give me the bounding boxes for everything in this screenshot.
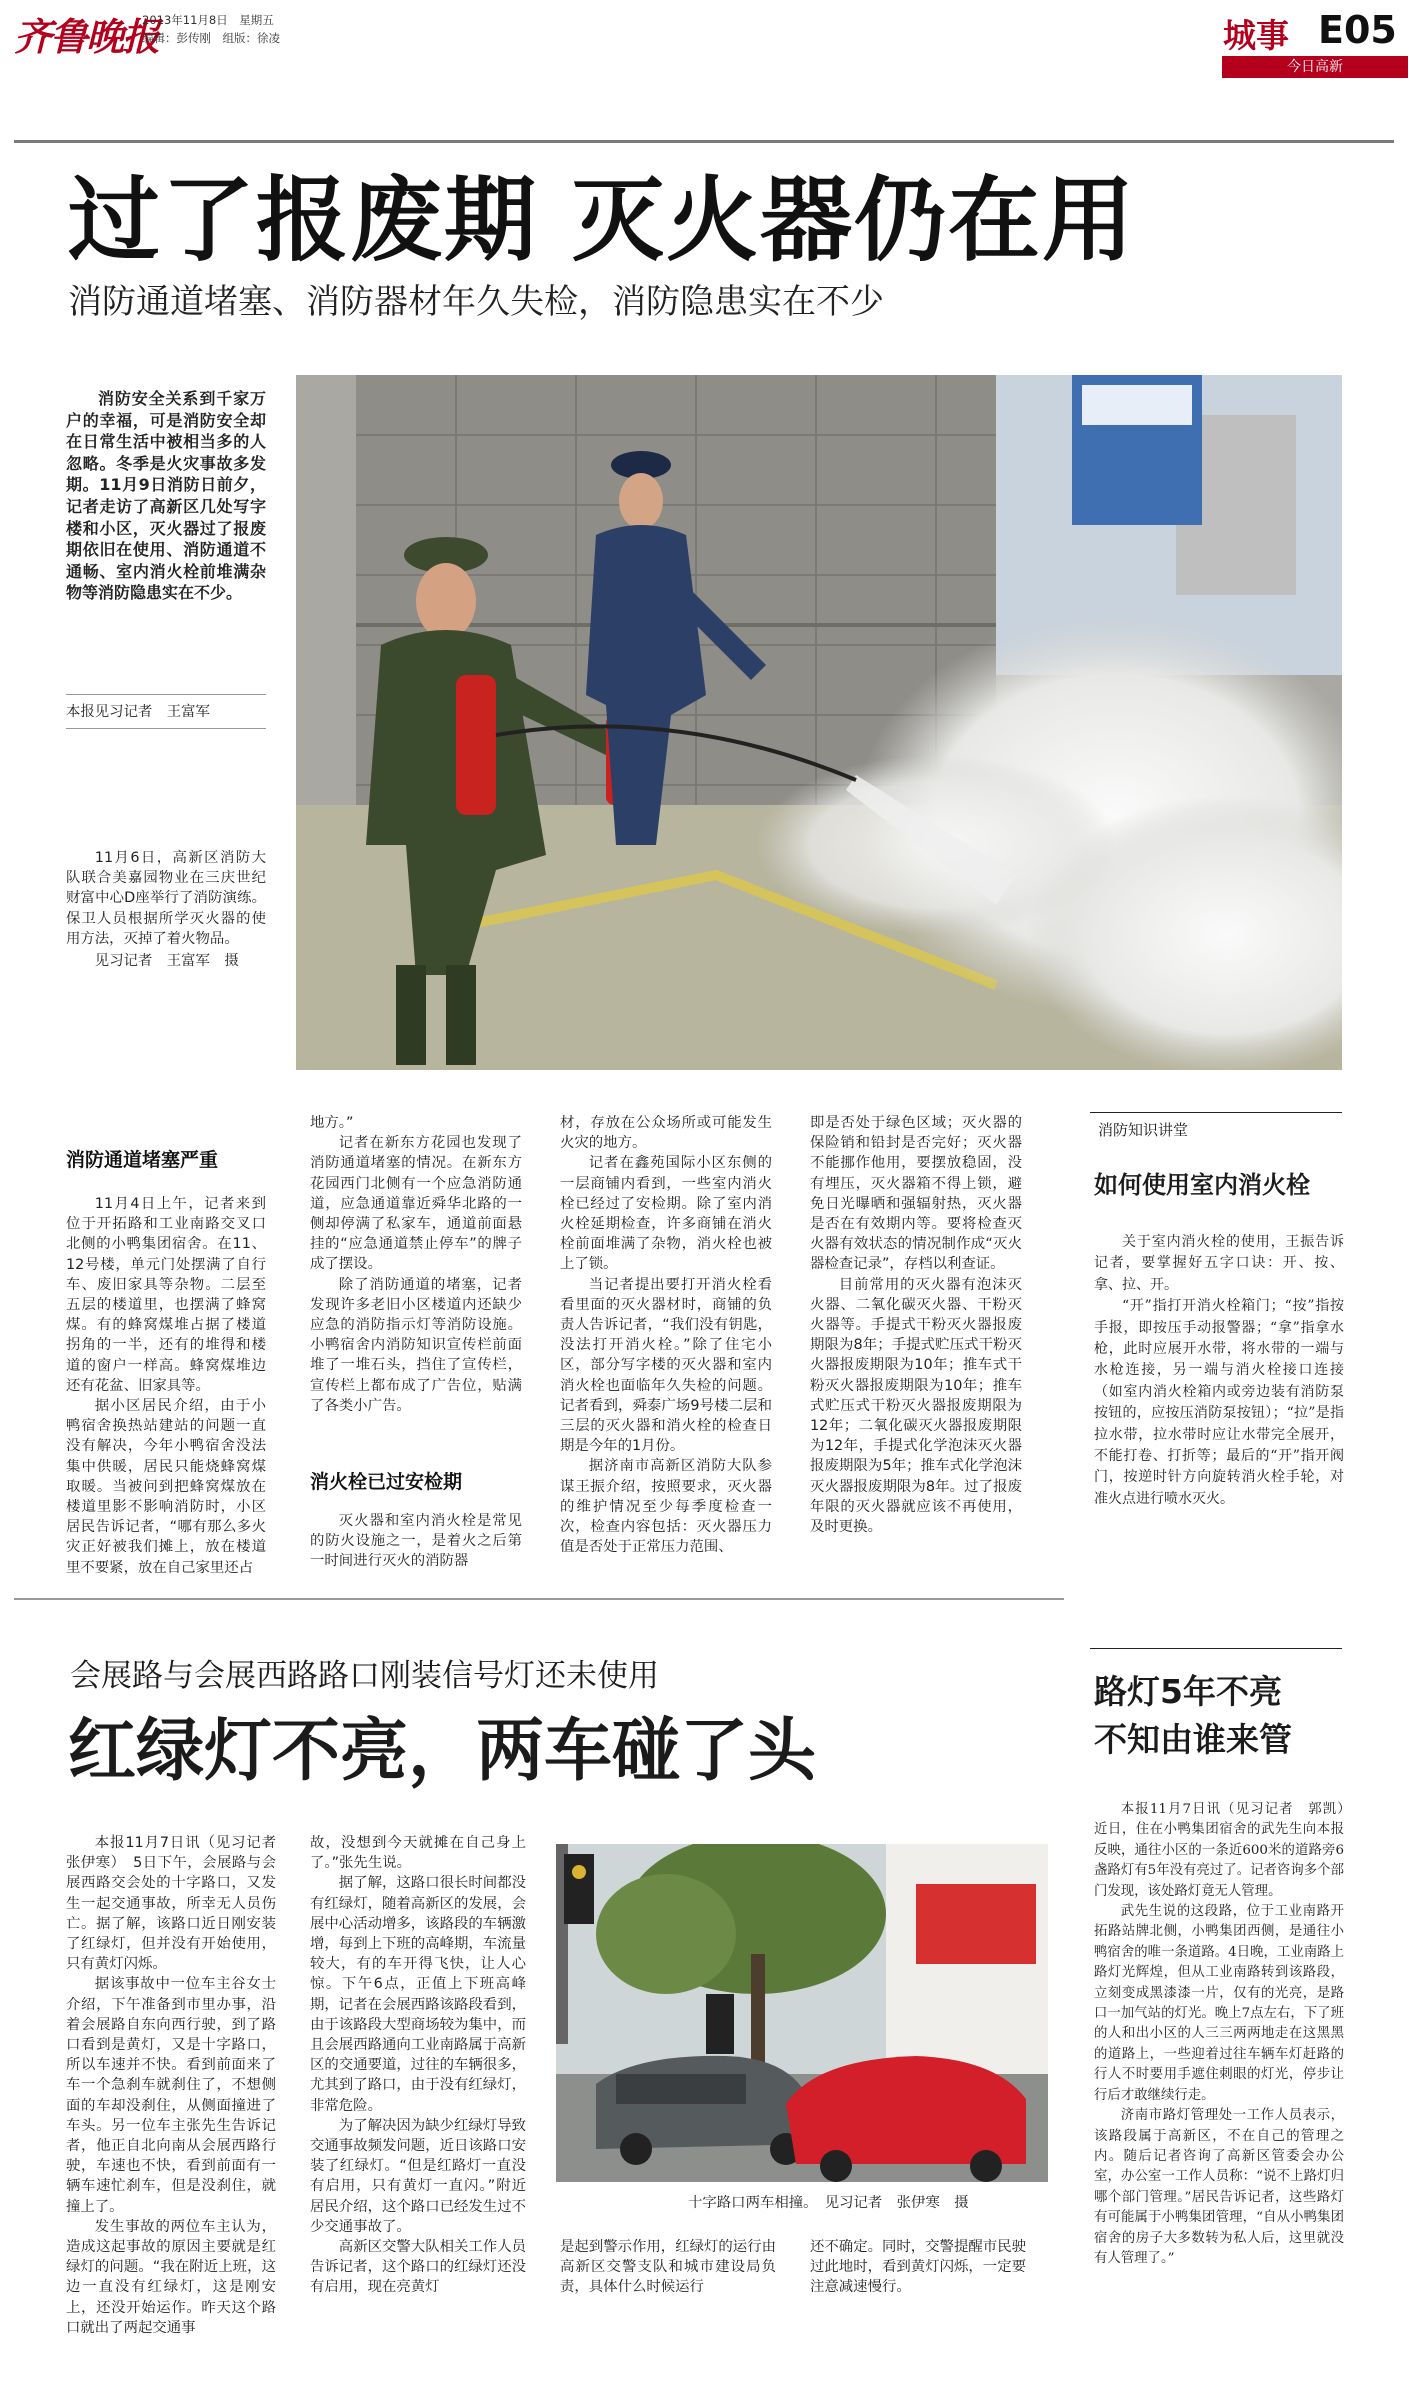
story1-col1-p1: 11月4日上午，记者来到位于开拓路和工业南路交叉口北侧的小鸭集团宿舍。在11、12号楼，单元门处摆满了自行车、废旧家具等杂物。二层至五层的楼道里，也摆满了蜂窝煤。有的蜂窝煤堆占据了楼道拐角的一半，还有的堆得和楼道的窗户一样高。蜂窝煤堆边还有花盆、旧家具等。 — [66, 1196, 266, 1394]
main-deck: 消防通道堵塞、消防器材年久失检，消防隐患实在不少 — [68, 282, 884, 322]
story1-col3-p3: 当记者提出要打开消火栓看看里面的灭火器材时，商铺的负责人告诉记者，“我们没有钥匙，没法打开消火栓。”除了住宅小区，部分写字楼的灭火器和室内消火栓也面临年久失检的问题。记者看到，舜泰广场9号楼二层和三层的灭火器和消火栓的检查日期是今年的1月份。 — [560, 1276, 772, 1455]
story2-col2-p2: 据了解，这路口很长时间都没有红绿灯，随着高新区的发展，会展中心活动增多，该路段的车辆激增，每到上下班的高峰期，车流量较大，有的车开得飞快，让人心惊。下午6点，正值上下班高峰期，记者在会展西路该路段看到，由于该路段大型商场较为集中，而且会展西路通向工业南路属于高新区的交通要道，过往的车辆很多，尤其到了路口，由于没有红绿灯，非常危险。 — [310, 1875, 526, 2114]
traffic-accident-photo — [556, 1844, 1048, 2182]
story2-col4-tail-text: 还不确定。同时，交警提醒市民驶过此地时，看到黄灯闪烁，一定要注意减速慢行。 — [810, 2239, 1026, 2296]
story1-col3 — [560, 1113, 772, 1557]
sidebar1-p2: “开”指打开消火栓箱门；“按”指按手报，即按压手动报警器；“拿”指拿水枪，此时应展开水带，将水带的一端与水枪连接，另一端与消火栓接口连接（如室内消火栓箱内或旁边装有消防泵按钮的，应按压消防泵按钮）；“拉”是指拉水带，拉水带时应让水带完全展开，不能打卷、打折等；最后的“开”指开阀门，按逆时针方向旋转消火栓手轮，对准火点进行喷水灭火。 — [1094, 1298, 1344, 1507]
sidebar2-p3: 济南市路灯管理处一工作人员表示，该路段属于高新区，不在自己的管理之内。随后记者咨询了高新区管委会办公室，办公室一工作人员称：“说不上路灯归哪个部门管理。”居民告诉记者，这些路灯有可能属于小鸭集团管理，“自从小鸭集团宿舍的房子大多数转为私人后，这里就没有人管理了。” — [1094, 2108, 1344, 2266]
story1-col2-p2: 记者在新东方花园也发现了消防通道堵塞的情况。在新东方花园西门北侧有一个应急消防通道，应急通道靠近舜华北路的一侧却停满了私家车，通道前面悬挂的“应急通道禁止停车”的牌子成了摆设。 — [310, 1135, 522, 1273]
story1-col3-p1: 材，存放在公众场所或可能发生火灾的地方。 — [560, 1115, 772, 1152]
page-number: E05 — [1318, 8, 1397, 52]
story1-col2-p1: 地方。” — [310, 1115, 354, 1131]
fire-drill-photo — [296, 375, 1342, 1070]
story2-col1-p3: 发生事故的两位车主认为，造成这起事故的原因主要就是红绿灯的问题。“我在附近上班，这边一直没有红绿灯，这是刚安上，还没开始运作。昨天这个路口就出了两起交通事 — [66, 2218, 276, 2336]
story2-col4-tail — [810, 2237, 1026, 2298]
photo1-caption — [66, 848, 266, 971]
photo2-caption: 十字路口两车相撞。 见习记者 张伊寒 摄 — [688, 2195, 969, 2211]
story2-col2-p1: 故，没想到今天就摊在自己身上了。”张先生说。 — [310, 1835, 526, 1872]
photo1-caption-text: 11月6日，高新区消防大队联合美嘉园物业在三庆世纪财富中心D座举行了消防演练。保卫人员根据所学灭火器的使用方法，灭掉了着火物品。 — [66, 850, 266, 947]
story1-col2b — [310, 1511, 522, 1572]
story1-col2 — [310, 1113, 522, 1416]
section-separator — [14, 1598, 1064, 1600]
fire-drill-illustration — [296, 375, 1342, 1070]
story2-col1-p1: 本报11月7日讯（见习记者 张伊寒） 5日下午，会展路与会展西路交会处的十字路口，又发生一起交通事故，所幸无人员伤亡。据了解，该路口近日刚安装了红绿灯，但并没有开始使用，只有黄灯闪烁。 — [66, 1835, 291, 1973]
traffic-accident-illustration — [556, 1844, 1048, 2182]
lead-divider — [66, 694, 266, 695]
story2-headline: 红绿灯不亮，两车碰了头 — [68, 1712, 817, 1791]
story1-col2-p3: 除了消防通道的堵塞，记者发现许多老旧小区楼道内还缺少应急的消防指示灯等消防设施。小鸭宿舍内消防知识宣传栏前面堆了一堆石头，挡住了宣传栏，宣传栏上都布成了广告位，贴满了各类小广告。 — [310, 1276, 522, 1414]
editor-line: 编辑：彭传刚 组版：徐凌 — [142, 31, 280, 45]
story2-col2 — [310, 1833, 526, 2298]
story2-col1 — [66, 1833, 291, 2338]
story2-col2-p3: 为了解决因为缺少红绿灯导致交通事故频发问题，近日该路口安装了红绿灯。“但是红路灯一直没有启用，只有黄灯一直闪。”附近居民介绍，这个路口已经发生过不少交通事故了。 — [310, 2117, 526, 2235]
story1-col4-p2: 目前常用的灭火器有泡沫灭火器、二氧化碳灭火器、干粉灭火器等。手提式干粉灭火器报废期限为8年；手提式贮压式干粉灭火器报废期限为10年；推车式干粉灭火器报废期限为10年；推车式贮压式干粉灭火器报废期限为12年；二氧化碳灭火器报废期限为12年，手提式化学泡沫灭火器报废期限为5年；推车式化学泡沫灭火器报废期限为8年。过了报废年限的灭火器就应该不再使用，及时更换。 — [810, 1276, 1022, 1536]
issue-date: 2013年11月8日 星期五 — [142, 13, 274, 27]
header-rule — [14, 140, 1394, 143]
story1-lead — [66, 388, 266, 604]
masthead: 齐鲁晚报 — [14, 14, 159, 59]
photo1-credit: 见习记者 王富军 摄 — [94, 953, 239, 970]
story1-col2b-p1: 灭火器和室内消火栓是常见的防火设施之一，是着火之后第一时间进行灭火的消防器 — [310, 1513, 522, 1570]
sidebar2-body — [1094, 1800, 1358, 2269]
story1-byline: 本报见习记者 王富军 — [66, 704, 210, 720]
sidebar1-p1: 关于室内消火栓的使用，王振告诉记者，要掌握好五字口诀：开、按、拿、拉、开。 — [1094, 1234, 1344, 1293]
story2-col1-p2: 据该事故中一位车主谷女士介绍，下午准备到市里办事，沿着会展路自东向西行驶，到了路口看到是黄灯，又是十字路口，所以车速并不快。看到前面来了车一个急刹车就刹住了，不想侧面的车却没刹住，从侧面撞进了车头。另一位车主张先生告诉记者，他正自北向南从会展西路行驶，车速也不快，看到前面有一辆车速忙刹车，但是没刹住，就撞上了。 — [66, 1976, 276, 2215]
sidebar1-top-rule — [1090, 1112, 1342, 1113]
story1-col1-p2: 据小区居民介绍，由于小鸭宿舍换热站建站的问题一直没有解决，今年小鸭宿舍没法集中供暖，居民只能烧蜂窝煤取暖。当被问到把蜂窝煤放在楼道里影不影响消防时，小区居民告诉记者，“哪有那么多火灾正好被我们摊上，放在楼道里不要紧，放在自己家里还占 — [66, 1398, 266, 1576]
story1-col4-p1: 即是否处于绿色区域；灭火器的保险销和铅封是否完好；灭火器不能挪作他用，要摆放稳固，没有埋压，灭火器箱不得上锁，避免日光曝晒和强辐射热，灭火器是否在有效期内等。要将检查灭火器有效状态的情况制作成“灭火器检查记录”，存档以利查证。 — [810, 1115, 1022, 1273]
main-headline: 过了报废期 灭火器仍在用 — [68, 167, 1137, 274]
story1-col4 — [810, 1113, 1022, 1537]
story2-deck: 会展路与会展西路路口刚装信号灯还未使用 — [70, 1658, 659, 1694]
sidebar1-kicker: 消防知识讲堂 — [1098, 1121, 1189, 1139]
sidebar2-p1: 本报11月7日讯（见习记者 郭凯） 近日，住在小鸭集团宿舍的武先生向本报反映，通往小区的一条近600米的道路旁6盏路灯有5年没有亮过了。记者咨询多个部门发现，该处路灯竟无人管理。 — [1094, 1802, 1358, 1899]
sidebar2-title-1: 路灯5年不亮 — [1094, 1672, 1282, 1711]
section-tag: 今日高新 — [1222, 56, 1408, 78]
sidebar2-p2: 武先生说的这段路，位于工业南路开拓路站牌北侧，小鸭集团西侧，是通往小鸭宿舍的唯一条道路。4日晚，工业南路上路灯光辉煌，但从工业南路转到该路段，立刻变成黑漆漆一片，仅有的光亮，是路口一加气站的灯光。晚上7点左右，下了班的人和出小区的人三三两两地走在这黑黑的道路上，一些迎着过往车辆车灯赶路的行人不时要用手遮住刺眼的灯光，停步让行后才敢继续行走。 — [1094, 1904, 1344, 2103]
lead-divider-2 — [66, 728, 266, 729]
story2-col2-p4: 高新区交警大队相关工作人员告诉记者，这个路口的红绿灯还没有启用，现在亮黄灯 — [310, 2239, 526, 2296]
sidebar2-top-rule — [1090, 1648, 1342, 1649]
story1-col3-p2: 记者在鑫苑国际小区东侧的一层商铺内看到，一些室内消火栓已经过了安检期。除了室内消火栓延期检查，许多商铺在消火栓前面堆满了杂物，消火栓也被上了锁。 — [560, 1155, 772, 1273]
lead-paragraph: 消防安全关系到千家万户的幸福，可是消防安全却在日常生活中被相当多的人忽略。冬季是火灾事故多发期。11月9日消防日前夕，记者走访了高新区几处写字楼和小区，灭火器过了报废期依旧在使用、消防通道不通畅、室内消火栓前堆满杂物等消防隐患实在不少。 — [66, 389, 266, 603]
sidebar2-title-2: 不知由谁来管 — [1094, 1720, 1292, 1759]
sidebar1-body — [1094, 1232, 1344, 1510]
section-name: 城事 — [1223, 16, 1289, 55]
subhead-hydrant: 消火栓已过安检期 — [310, 1471, 463, 1493]
story1-col1 — [66, 1194, 266, 1578]
subhead-fire-escape: 消防通道堵塞严重 — [66, 1149, 219, 1171]
story2-col3-tail — [560, 2237, 776, 2298]
story2-col3-tail-text: 是起到警示作用，红绿灯的运行由高新区交警支队和城市建设局负责，具体什么时候运行 — [560, 2239, 776, 2296]
story1-col3-p4: 据济南市高新区消防大队参谋王振介绍，按照要求，灭火器的维护情况至少每季度检查一次，检查内容包括：灭火器压力值是否处于正常压力范围、 — [560, 1458, 772, 1556]
sidebar1-title: 如何使用室内消火栓 — [1094, 1171, 1310, 1199]
